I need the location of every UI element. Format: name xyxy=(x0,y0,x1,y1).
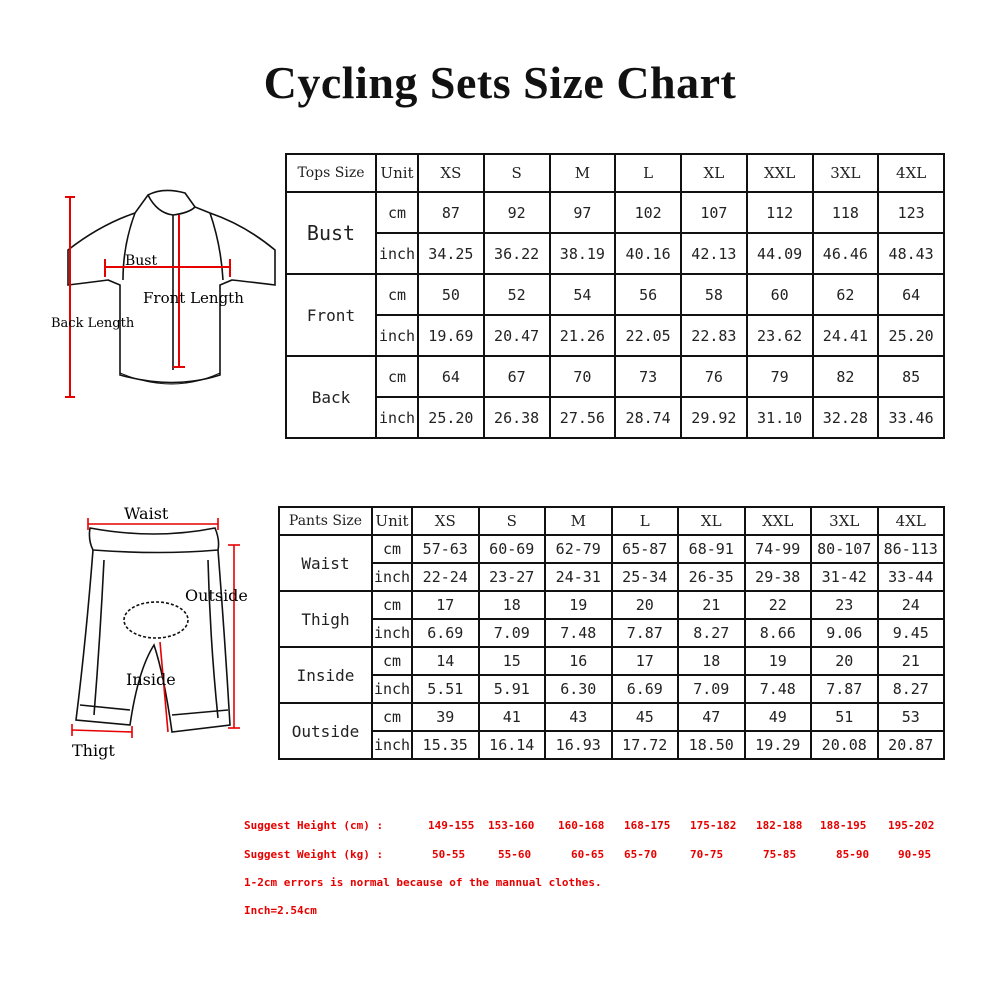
value-cell: 31.10 xyxy=(747,397,813,438)
value-cell: 21 xyxy=(678,591,745,619)
value-cell: 54 xyxy=(550,274,616,315)
size-header-3xl: 3XL xyxy=(811,507,878,535)
value-cell: 33.46 xyxy=(878,397,944,438)
value-cell: 65-87 xyxy=(612,535,679,563)
bust-label: Bust xyxy=(125,253,158,269)
back-length-label: Back Length xyxy=(51,316,135,331)
value-cell: 74-99 xyxy=(745,535,812,563)
value-cell: 60-69 xyxy=(479,535,546,563)
value-cell: 15 xyxy=(479,647,546,675)
value-cell: 73 xyxy=(615,356,681,397)
note-value: 160-168 xyxy=(558,819,605,832)
table-row xyxy=(279,535,944,563)
row-label-back: Back xyxy=(286,356,376,438)
unit-header: Unit xyxy=(372,507,412,535)
value-cell: 24-31 xyxy=(545,563,612,591)
value-cell: 7.48 xyxy=(745,675,812,703)
value-cell: 8.27 xyxy=(678,619,745,647)
unit-cell: cm xyxy=(376,356,418,397)
unit-cell: inch xyxy=(376,315,418,356)
value-cell: 20.08 xyxy=(811,731,878,759)
value-cell: 18 xyxy=(678,647,745,675)
value-cell: 17.72 xyxy=(612,731,679,759)
page-title: Cycling Sets Size Chart xyxy=(263,57,737,108)
value-cell: 102 xyxy=(615,192,681,233)
corner-header: Pants Size xyxy=(279,507,372,535)
unit-cell: inch xyxy=(376,397,418,438)
unit-cell: inch xyxy=(372,731,412,759)
value-cell: 22.83 xyxy=(681,315,747,356)
row-label-front: Front xyxy=(286,274,376,356)
value-cell: 38.19 xyxy=(550,233,616,274)
value-cell: 85 xyxy=(878,356,944,397)
size-header-xxl: XXL xyxy=(745,507,812,535)
value-cell: 87 xyxy=(418,192,484,233)
value-cell: 23.62 xyxy=(747,315,813,356)
value-cell: 60 xyxy=(747,274,813,315)
note-value: 195-202 xyxy=(888,819,935,832)
row-label-inside: Inside xyxy=(279,647,372,703)
value-cell: 20 xyxy=(612,591,679,619)
inch-note: Inch=2.54cm xyxy=(244,904,317,917)
header-row xyxy=(279,507,944,535)
value-cell: 70 xyxy=(550,356,616,397)
unit-header: Unit xyxy=(376,154,418,192)
size-header-4xl: 4XL xyxy=(878,154,944,192)
value-cell: 20.47 xyxy=(484,315,550,356)
value-cell: 51 xyxy=(811,703,878,731)
table-row xyxy=(286,233,944,274)
value-cell: 8.27 xyxy=(878,675,945,703)
value-cell: 107 xyxy=(681,192,747,233)
size-header-l: L xyxy=(612,507,679,535)
value-cell: 64 xyxy=(878,274,944,315)
value-cell: 5.51 xyxy=(412,675,479,703)
value-cell: 42.13 xyxy=(681,233,747,274)
note-value: 175-182 xyxy=(690,819,737,832)
value-cell: 31-42 xyxy=(811,563,878,591)
value-cell: 9.45 xyxy=(878,619,945,647)
size-header-xs: XS xyxy=(418,154,484,192)
value-cell: 53 xyxy=(878,703,945,731)
value-cell: 6.69 xyxy=(412,619,479,647)
table-row xyxy=(279,619,944,647)
value-cell: 86-113 xyxy=(878,535,945,563)
size-header-m: M xyxy=(550,154,616,192)
value-cell: 20.87 xyxy=(878,731,945,759)
outside-label: Outside xyxy=(185,586,248,605)
value-cell: 5.91 xyxy=(479,675,546,703)
unit-cell: cm xyxy=(372,647,412,675)
note-value: 188-195 xyxy=(820,819,867,832)
value-cell: 52 xyxy=(484,274,550,315)
jersey-diagram xyxy=(45,185,285,405)
value-cell: 32.28 xyxy=(813,397,879,438)
value-cell: 25.20 xyxy=(418,397,484,438)
size-header-s: S xyxy=(484,154,550,192)
unit-cell: cm xyxy=(376,274,418,315)
thigh-label: Thigt xyxy=(72,741,115,760)
value-cell: 40.16 xyxy=(615,233,681,274)
value-cell: 19.29 xyxy=(745,731,812,759)
value-cell: 36.22 xyxy=(484,233,550,274)
table-row xyxy=(279,675,944,703)
value-cell: 23-27 xyxy=(479,563,546,591)
table-row xyxy=(279,647,944,675)
value-cell: 92 xyxy=(484,192,550,233)
value-cell: 21.26 xyxy=(550,315,616,356)
unit-cell: cm xyxy=(376,192,418,233)
note-value: 75-85 xyxy=(763,848,797,861)
header-row xyxy=(286,154,944,192)
value-cell: 25-34 xyxy=(612,563,679,591)
note-value: 60-65 xyxy=(571,848,605,861)
size-header-xl: XL xyxy=(678,507,745,535)
value-cell: 123 xyxy=(878,192,944,233)
value-cell: 43 xyxy=(545,703,612,731)
note-value: 182-188 xyxy=(756,819,803,832)
value-cell: 80-107 xyxy=(811,535,878,563)
unit-cell: inch xyxy=(372,675,412,703)
value-cell: 29.92 xyxy=(681,397,747,438)
value-cell: 26.38 xyxy=(484,397,550,438)
value-cell: 19.69 xyxy=(418,315,484,356)
value-cell: 22.05 xyxy=(615,315,681,356)
value-cell: 17 xyxy=(612,647,679,675)
table-row xyxy=(286,274,944,315)
value-cell: 64 xyxy=(418,356,484,397)
note-value: 153-160 xyxy=(488,819,535,832)
value-cell: 14 xyxy=(412,647,479,675)
table-row xyxy=(279,591,944,619)
value-cell: 19 xyxy=(545,591,612,619)
value-cell: 34.25 xyxy=(418,233,484,274)
note-value: 50-55 xyxy=(432,848,466,861)
value-cell: 57-63 xyxy=(412,535,479,563)
table-row xyxy=(286,315,944,356)
note-value: 65-70 xyxy=(624,848,658,861)
note-value: 90-95 xyxy=(898,848,932,861)
size-header-s: S xyxy=(479,507,546,535)
value-cell: 15.35 xyxy=(412,731,479,759)
value-cell: 39 xyxy=(412,703,479,731)
unit-cell: inch xyxy=(372,563,412,591)
size-header-m: M xyxy=(545,507,612,535)
pants-size-table xyxy=(278,506,945,760)
value-cell: 7.87 xyxy=(811,675,878,703)
value-cell: 68-91 xyxy=(678,535,745,563)
value-cell: 29-38 xyxy=(745,563,812,591)
table-row xyxy=(279,703,944,731)
value-cell: 7.09 xyxy=(678,675,745,703)
tops-size-table xyxy=(285,153,945,439)
row-label-outside: Outside xyxy=(279,703,372,759)
value-cell: 67 xyxy=(484,356,550,397)
value-cell: 24.41 xyxy=(813,315,879,356)
value-cell: 82 xyxy=(813,356,879,397)
value-cell: 47 xyxy=(678,703,745,731)
value-cell: 45 xyxy=(612,703,679,731)
value-cell: 22-24 xyxy=(412,563,479,591)
value-cell: 97 xyxy=(550,192,616,233)
pants-diagram xyxy=(60,500,275,765)
value-cell: 17 xyxy=(412,591,479,619)
row-label-thigh: Thigh xyxy=(279,591,372,647)
value-cell: 8.66 xyxy=(745,619,812,647)
value-cell: 22 xyxy=(745,591,812,619)
value-cell: 7.87 xyxy=(612,619,679,647)
row-label-waist: Waist xyxy=(279,535,372,591)
value-cell: 19 xyxy=(745,647,812,675)
value-cell: 62-79 xyxy=(545,535,612,563)
table-row xyxy=(279,731,944,759)
value-cell: 28.74 xyxy=(615,397,681,438)
value-cell: 6.69 xyxy=(612,675,679,703)
table-row xyxy=(279,563,944,591)
value-cell: 23 xyxy=(811,591,878,619)
unit-cell: inch xyxy=(372,619,412,647)
suggest-height-label: Suggest Height (cm) : xyxy=(244,819,384,832)
note-value: 168-175 xyxy=(624,819,671,832)
row-label-bust: Bust xyxy=(286,192,376,274)
size-header-3xl: 3XL xyxy=(813,154,879,192)
size-header-xs: XS xyxy=(412,507,479,535)
value-cell: 21 xyxy=(878,647,945,675)
value-cell: 46.46 xyxy=(813,233,879,274)
value-cell: 26-35 xyxy=(678,563,745,591)
value-cell: 18.50 xyxy=(678,731,745,759)
value-cell: 50 xyxy=(418,274,484,315)
value-cell: 48.43 xyxy=(878,233,944,274)
chamois-pad xyxy=(124,602,188,638)
value-cell: 9.06 xyxy=(811,619,878,647)
pants-outline xyxy=(76,528,230,732)
unit-cell: cm xyxy=(372,535,412,563)
note-value: 70-75 xyxy=(690,848,724,861)
table-row xyxy=(286,356,944,397)
note-value: 55-60 xyxy=(498,848,532,861)
unit-cell: cm xyxy=(372,591,412,619)
note-value: 85-90 xyxy=(836,848,870,861)
value-cell: 27.56 xyxy=(550,397,616,438)
value-cell: 76 xyxy=(681,356,747,397)
inside-label: Inside xyxy=(126,670,176,689)
value-cell: 25.20 xyxy=(878,315,944,356)
value-cell: 33-44 xyxy=(878,563,945,591)
jersey-outline xyxy=(68,190,275,384)
error-note: 1-2cm errors is normal because of the mannual clothes. xyxy=(244,876,602,889)
value-cell: 79 xyxy=(747,356,813,397)
value-cell: 41 xyxy=(479,703,546,731)
value-cell: 7.48 xyxy=(545,619,612,647)
size-header-xl: XL xyxy=(681,154,747,192)
value-cell: 16.14 xyxy=(479,731,546,759)
value-cell: 16.93 xyxy=(545,731,612,759)
value-cell: 18 xyxy=(479,591,546,619)
size-header-4xl: 4XL xyxy=(878,507,945,535)
corner-header: Tops Size xyxy=(286,154,376,192)
value-cell: 118 xyxy=(813,192,879,233)
value-cell: 49 xyxy=(745,703,812,731)
unit-cell: inch xyxy=(376,233,418,274)
waist-label: Waist xyxy=(124,504,169,523)
size-header-l: L xyxy=(615,154,681,192)
table-row xyxy=(286,397,944,438)
value-cell: 20 xyxy=(811,647,878,675)
front-length-label: Front Length xyxy=(143,289,244,307)
unit-cell: cm xyxy=(372,703,412,731)
value-cell: 56 xyxy=(615,274,681,315)
note-value: 149-155 xyxy=(428,819,475,832)
suggest-weight-label: Suggest Weight (kg) : xyxy=(244,848,384,861)
value-cell: 16 xyxy=(545,647,612,675)
value-cell: 7.09 xyxy=(479,619,546,647)
value-cell: 62 xyxy=(813,274,879,315)
value-cell: 44.09 xyxy=(747,233,813,274)
value-cell: 6.30 xyxy=(545,675,612,703)
value-cell: 112 xyxy=(747,192,813,233)
size-header-xxl: XXL xyxy=(747,154,813,192)
value-cell: 24 xyxy=(878,591,945,619)
table-row xyxy=(286,192,944,233)
value-cell: 58 xyxy=(681,274,747,315)
